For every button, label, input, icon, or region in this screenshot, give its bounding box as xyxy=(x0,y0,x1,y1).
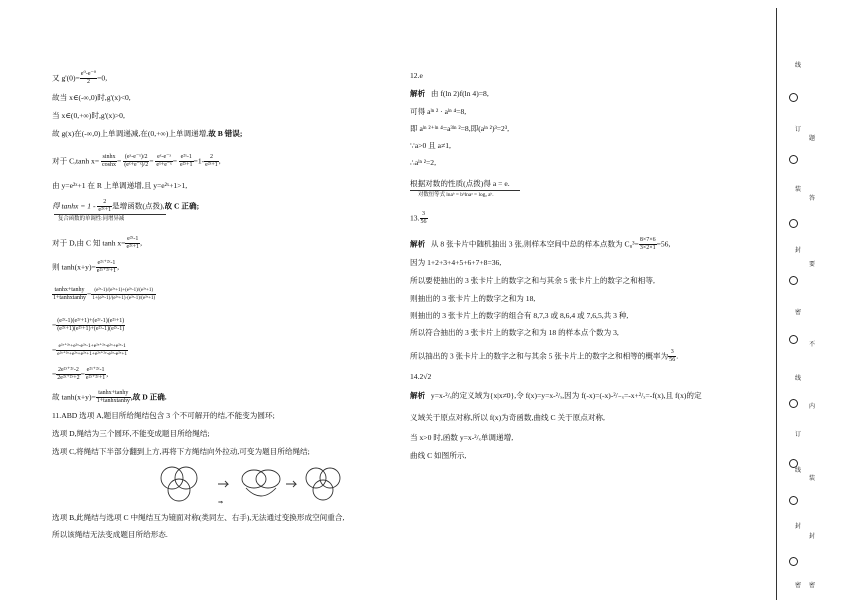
binding-hole xyxy=(789,93,798,102)
line-monotonic: 由 y=e²ˣ+1 在 R 上单调递增,且 y=e²ˣ+1>1, xyxy=(52,181,188,190)
line-r13: 则抽出的 3 张卡片上的数字的组合有 8,7,3 或 8,6,4 或 7,6,5,共 3 种, xyxy=(410,311,629,320)
binding-hole xyxy=(789,219,798,228)
numerator: tanhx+tanhy xyxy=(52,287,87,295)
text: 故 g(x)在(-∞,0)上单调递减,在(0,+∞)上单调递增, xyxy=(52,129,209,138)
gutter-char: 封 xyxy=(794,524,801,530)
line-r20: 曲线 C 如图所示, xyxy=(410,451,467,460)
denominator: 3×2×1 xyxy=(639,245,656,251)
text: 故 tanh(x+y)= xyxy=(52,392,96,402)
numerator: e²ˣ⁺²ʸ-1 xyxy=(97,260,116,266)
fraction xyxy=(52,287,87,302)
text: 又 g'(0)= xyxy=(52,73,80,83)
text: y=x-²/ₓ的定义域为{x|x≠0},令 f(x)=y=x-²/ₓ,因为 f(-x)=(-x)-²/₋ₓ=-x+²/ₓ=-f(x),且 f(x)的定 xyxy=(430,391,702,400)
line-r2 xyxy=(410,89,489,99)
gutter-char: 线 xyxy=(794,376,801,382)
denominator: e²ˣ⁺²ʸ+1 xyxy=(85,375,106,381)
line-increasing: 当 x∈(0,+∞)时,g'(x)>0, xyxy=(52,111,125,120)
gutter-char: 题 xyxy=(808,136,815,142)
line-tanh-sum xyxy=(52,260,119,275)
denominator: 2e²ˣ⁺²ʸ+2 xyxy=(57,375,80,381)
fraction xyxy=(91,287,156,302)
denominator: e²ˣ+1 xyxy=(98,207,112,213)
text: , xyxy=(140,238,142,248)
text: 得 tanhx = 1 - xyxy=(52,201,96,211)
underbrace xyxy=(410,190,520,191)
line-r4: 即 aˡⁿ ²⁺ˡⁿ ⁴=a³ˡⁿ ²=8,即(aˡⁿ ²)³=2³, xyxy=(410,124,510,133)
gutter-char: 密 xyxy=(808,583,815,589)
text: =0, xyxy=(97,73,108,83)
answer-13 xyxy=(410,211,428,226)
binding-hole xyxy=(789,557,798,566)
gutter-char: 要 xyxy=(808,262,815,268)
text: , xyxy=(106,369,109,379)
numerator: 8×7×6 xyxy=(639,237,656,243)
binding-hole xyxy=(789,496,798,505)
text: 对于 D,由 C 知 tanh x= xyxy=(52,238,126,248)
text: 则 tanh(x+y)= xyxy=(52,262,96,272)
numerator: 3 xyxy=(668,349,676,357)
numerator: (e²ˣ-1)(e²ʸ+1)+(e²ʸ-1)(e²ˣ+1) xyxy=(57,318,125,324)
line-r17 xyxy=(410,391,702,401)
gutter-char: 线 xyxy=(794,468,801,474)
fraction xyxy=(56,343,128,358)
fraction xyxy=(80,71,97,86)
fraction xyxy=(85,367,109,382)
gutter-char: 订 xyxy=(794,127,801,133)
numerator: e²ˣ-1 xyxy=(127,236,139,242)
binding-line xyxy=(776,8,777,600)
text: 对于 C,tanh x= xyxy=(52,156,100,166)
numerator: (e²ˣ-1)/(e²ˣ+1)+(e²ʸ-1)/(e²ʸ+1) xyxy=(91,287,156,295)
line-g-prime-zero xyxy=(52,71,107,86)
gutter-char: 装 xyxy=(808,476,815,482)
denominator: (e²ˣ+1)(e²ʸ+1)+(e²ˣ-1)(e²ʸ-1) xyxy=(57,326,125,332)
fraction xyxy=(639,237,657,252)
denominator: 56 xyxy=(420,219,427,225)
gutter-char: 答 xyxy=(808,196,815,202)
annotation-note: 对数恒等式 lnaᵇ = bᵇlnaᵃ = logₐ aᵇ. xyxy=(418,192,494,198)
numerator: sinhx xyxy=(102,154,116,160)
line-b-wrong xyxy=(52,129,242,139)
numerator: e²ˣ⁺²ʸ-1 xyxy=(86,367,105,373)
annotation-note: 复合函数的单调性:同增异减 xyxy=(58,216,125,222)
line-r3: 可得 aˡⁿ ² · aˡⁿ ⁴=8, xyxy=(410,107,467,116)
gutter-char: 密 xyxy=(794,310,801,316)
line-derivation-3: = $\frac{\text{e²ˣ⁺²ʸ+e²ˣ-e²ʸ-1+e²ˣ⁺²ʸ-e²ˣ+e²ʸ-1}}{\text{e²ˣ⁺²ʸ+e²ˣ+e²ʸ+1+e²ˣ⁺²ʸ-e²ˣ-e²ʸ+1}}$ xyxy=(52,343,128,357)
fraction xyxy=(97,199,112,214)
gutter-char: 封 xyxy=(808,534,815,540)
binding-hole xyxy=(789,459,798,468)
numerator: (eˣ-e⁻ˣ)/2 xyxy=(124,154,148,160)
fraction xyxy=(668,349,679,364)
text: = xyxy=(87,289,92,299)
arrow-mark: ⇒ xyxy=(218,500,224,506)
fraction xyxy=(125,236,140,251)
analysis-label: 解析 xyxy=(410,391,426,400)
line-r5: ∵a>0 且 a≠1, xyxy=(410,141,451,150)
gutter-char: 内 xyxy=(808,404,815,410)
denominator: e²ˣ+1 xyxy=(126,244,140,250)
knot-transformation-figure xyxy=(156,462,352,506)
fraction xyxy=(96,390,131,405)
conclusion-text: 所以该绳结无法变成题目所给形态. xyxy=(52,530,168,539)
line-r15 xyxy=(410,349,678,364)
gutter-char: 订 xyxy=(794,432,801,438)
line-option-c: 对于 C,tanh x= $\frac{\sinh x}{\cosh x}$ = $\frac{\text{(eˣ-e⁻ˣ)/2}}{\text{(eˣ+e⁻ˣ)/2}}$ = $\frac{\text{eˣ-e⁻ˣ}}{\text{eˣ+e⁻ˣ}}$ = $\frac{\text{e²ˣ-1}}{\text{e²ˣ+1}}$ =1- $\frac{2}{\text{e²ˣ+1}}$ , xyxy=(52,154,221,168)
line-derivation-2: = $\frac{\text{(e²ˣ-1)(e²ʸ+1)+(e²ʸ-1)(e²ˣ+1)}}{\text{(e²ˣ+1)(e²ʸ+1)+(e²ˣ-1)(e²ʸ-1)}}$ xyxy=(52,318,125,332)
arrow-2 xyxy=(286,481,296,487)
gutter-char: 封 xyxy=(794,248,801,254)
knot-2 xyxy=(242,470,280,496)
numerator: 3 xyxy=(420,211,428,219)
numerator: eˣ-e⁻ˣ xyxy=(157,154,172,160)
denominator: 1+tanhxtanhy xyxy=(53,295,87,301)
fraction xyxy=(204,154,219,169)
line-c-correct xyxy=(52,199,199,214)
line-r14: 所以符合抽出的 3 张卡片上的数字之和为 18 的样本点个数为 3, xyxy=(410,328,619,337)
line-r19: 当 x>0 时,函数 y=x-²/ₓ单调递增, xyxy=(410,433,514,442)
fraction xyxy=(123,154,149,169)
denominator: eˣ+e⁻ˣ xyxy=(156,162,172,168)
line-r10: 因为 1+2+3+4+5+6+7+8=36, xyxy=(410,258,502,267)
denominator: e²ˣ⁺²ʸ+1 xyxy=(96,268,117,274)
numerator: e⁰-e⁻⁰ xyxy=(80,71,97,77)
underbrace xyxy=(54,214,166,215)
denominator: e²ˣ⁺²ʸ+e²ˣ+e²ʸ+1+e²ˣ⁺²ʸ-e²ˣ-e²ʸ+1 xyxy=(57,351,128,357)
answer-12: 12.e xyxy=(410,71,423,80)
text: =56, xyxy=(656,239,671,249)
option-b-text: 选项 B,此绳结与选项 C 中绳结互为镜面对称(类同左、右手),无法通过变换形成空间重合, xyxy=(52,513,345,522)
denominator: 1+(e²ˣ-1)/(e²ˣ+1)·(e²ʸ-1)/(e²ʸ+1) xyxy=(92,296,156,301)
line-option-d xyxy=(52,236,142,251)
binding-hole xyxy=(789,276,798,285)
numerator: e²ˣ-1 xyxy=(180,154,192,160)
denominator: 1+tanhxtanhy xyxy=(96,398,130,404)
fraction xyxy=(179,154,194,169)
fraction xyxy=(420,211,428,226)
fraction xyxy=(155,154,172,169)
line-r7: 根据对数的性质(点拨)得 a = e. xyxy=(410,179,510,188)
text: . xyxy=(676,351,679,361)
analysis-label: 解析 xyxy=(410,239,426,249)
denominator: e²ˣ+1 xyxy=(179,162,193,168)
binding-hole xyxy=(789,335,798,344)
answer-14: 14.2√2 xyxy=(410,372,432,381)
text: =1- xyxy=(193,156,205,166)
text: 从 8 张卡片中随机抽出 3 张,则样本空间中总的样本点数为 C₈³= xyxy=(430,239,639,249)
gutter-char: 装 xyxy=(794,187,801,193)
text: 所以抽出的 3 张卡片上的数字之和与其余 5 张卡片上的数字之和相等的概率为 xyxy=(410,351,669,361)
knot-1 xyxy=(161,467,197,501)
numerator: 2e²ˣ⁺²ʸ-2 xyxy=(57,367,79,373)
numerator: tanhx+tanhy xyxy=(96,390,131,398)
line-decreasing: 故当 x∈(-∞,0)时,g'(x)<0, xyxy=(52,93,131,102)
gutter-char: 密 xyxy=(794,583,801,589)
denominator: (eˣ+e⁻ˣ)/2 xyxy=(124,162,149,168)
verdict-c: 故 C 正确; xyxy=(164,201,200,211)
fraction xyxy=(96,260,120,275)
text: 是增函数(点拨), xyxy=(112,201,165,211)
fraction xyxy=(56,367,80,382)
line-r12: 则抽出的 3 张卡片上的数字之和为 18, xyxy=(410,294,536,303)
line-r18: 义域关于原点对称,所以 f(x)为奇函数,曲线 C 关于原点对称, xyxy=(410,413,605,422)
text: , xyxy=(218,156,221,166)
line-r11: 所以要使抽出的 3 张卡片上的数字之和与其余 5 张卡片上的数字之和相等, xyxy=(410,276,655,285)
line-derivation-1 xyxy=(52,287,156,302)
numerator: e²ˣ⁺²ʸ+e²ˣ-e²ʸ-1+e²ˣ⁺²ʸ-e²ˣ+e²ʸ-1 xyxy=(56,343,128,351)
numerator: 2 xyxy=(97,199,112,207)
line-d-correct xyxy=(52,390,167,405)
gutter-char: 线 xyxy=(794,63,801,69)
text: 13. xyxy=(410,213,420,223)
denominator: e²ˣ+1 xyxy=(205,162,218,168)
answer-11: 11.ABD 选项 A,题目所给绳结包含 3 个不可解开的结,不能变为圆环; xyxy=(52,411,275,420)
denominator: 2 xyxy=(86,79,90,85)
option-d-text: 选项 D,绳结为三个圆环,不能变成题目所给绳结; xyxy=(52,429,210,438)
text: 由 f(ln 2)f(ln 4)=8, xyxy=(430,89,489,98)
binding-hole xyxy=(789,155,798,164)
verdict-b: 故 B 错误; xyxy=(208,129,243,138)
line-derivation-4: = $\frac{\text{2e²ˣ⁺²ʸ-2}}{\text{2e²ˣ⁺²ʸ+2}}$ = $\frac{\text{e²ˣ⁺²ʸ-1}}{\text{e²ˣ⁺²ʸ+1}}$ , xyxy=(52,367,109,381)
binding-hole xyxy=(789,399,798,408)
analysis-label: 解析 xyxy=(410,89,426,98)
fraction xyxy=(56,318,125,333)
gutter-char: 不 xyxy=(808,342,815,348)
arrow-1 xyxy=(218,481,228,487)
fraction xyxy=(101,154,117,169)
option-c-text: 选项 C,将绳结下半部分翻到上方,再将下方绳结向外拉动,可变为题目所给绳结; xyxy=(52,447,310,456)
text: , xyxy=(117,262,120,272)
line-r9 xyxy=(410,237,670,252)
numerator: 2 xyxy=(204,154,219,162)
line-r6: ∴aˡⁿ ²=2, xyxy=(410,158,437,167)
verdict-d: ,故 D 正确. xyxy=(130,392,167,402)
knot-3 xyxy=(306,468,340,500)
denominator: 56 xyxy=(669,357,676,363)
denominator: coshx xyxy=(102,162,117,168)
